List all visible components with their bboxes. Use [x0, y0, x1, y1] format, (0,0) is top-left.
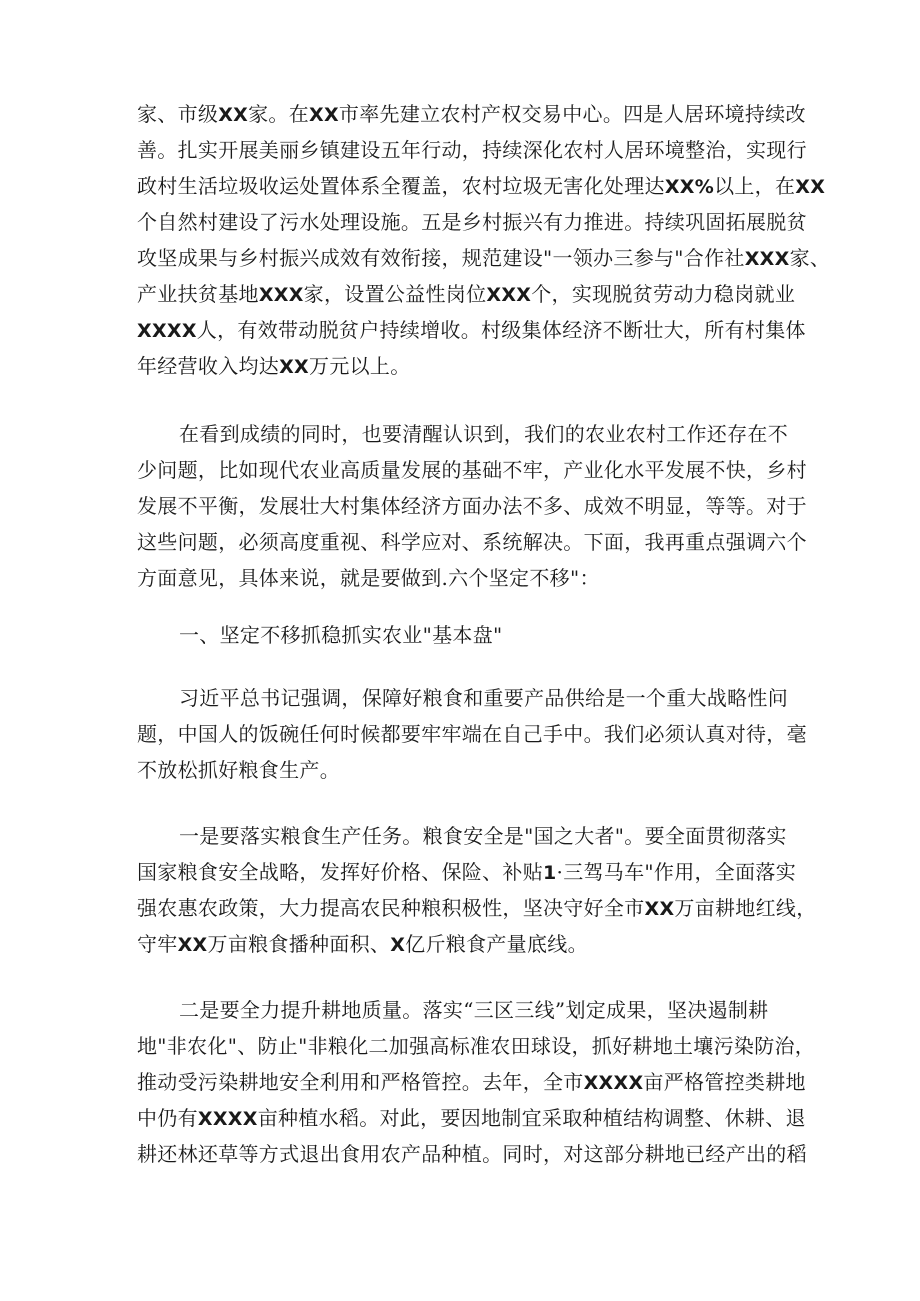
text-line: 在看到成绩的同时，也要清醒认识到，我们的农业农村工作还存在不 — [179, 422, 788, 446]
section-heading-1 — [137, 617, 797, 653]
text-line: 发展不平衡，发展壮大村集体经济方面办法不多、成效不明显，等等。对于 — [137, 494, 807, 518]
text-line: 题，中国人的饭碗任何时候都要牢牢端在自己手中。我们必须认真对待，毫 — [137, 722, 807, 746]
text-line: 这些问题，必须高度重视、科学应对、系统解决。下面，我再重点强调六个 — [137, 530, 807, 554]
paragraph-5 — [137, 992, 816, 1172]
heading-text: 一、坚定不移抓稳抓实农业"基本盘" — [179, 623, 503, 647]
text-line: 善。扎实开展美丽乡镇建设五年行动，持续深化农村人居环境整治，实现行 — [137, 138, 807, 162]
text-line: 中仍有XXXX亩种植水稻。对此，要因地制宜采取种植结构调整、休耕、退 — [137, 1106, 806, 1130]
text-line: 少问题，比如现代农业高质量发展的基础不牢，产业化水平发展不快，乡村 — [137, 458, 807, 482]
text-line: 强农惠农政策，大力提高农民种粮积极性，坚决守好全市XX万亩耕地红线， — [137, 896, 817, 920]
text-line: 一是要落实粮食生产任务。粮食安全是"国之大者"。要全面贯彻落实 — [179, 824, 787, 848]
text-line: 年经营收入均达XX万元以上。 — [137, 354, 411, 378]
text-line: XXXX人，有效带动脱贫户持续增收。村级集体经济不断壮大，所有村集体 — [137, 318, 806, 342]
text-line: 地"非农化"、防止"非粮化二加强高标准农田球设，抓好耕地土壤污染防治， — [137, 1034, 816, 1058]
text-line: 守牢XX万亩粮食播种面积、X亿斤粮食产量底线。 — [137, 932, 588, 956]
paragraph-4 — [137, 818, 817, 962]
text-line: 耕还林还草等方式退出食用农产品种植。同时，对这部分耕地已经产出的稻 — [137, 1142, 807, 1166]
text-line: 不放松抓好粮食生产。 — [137, 758, 340, 782]
paragraph-3 — [137, 680, 807, 788]
text-line: 习近平总书记强调，保障好粮食和重要产品供给是一个重大战略性问 — [179, 686, 788, 710]
text-line: 方面意见，具体来说，就是要做到.六个坚定不移"： — [137, 566, 600, 590]
text-line: 个自然村建设了污水处理设施。五是乡村振兴有力推进。持续巩固拓展脱贫 — [137, 210, 807, 234]
text-line: 政村生活垃圾收运处置体系全覆盖，农村垃圾无害化处理达XX%以上，在XX — [137, 174, 826, 198]
text-line: 国家粮食安全战略，发挥好价格、保险、补贴1·三驾马车"作用，全面落实 — [137, 860, 796, 884]
paragraph-1 — [137, 96, 831, 384]
text-line: 产业扶贫基地XXX家，设置公益性岗位XXX个，实现脱贫劳动力稳岗就业 — [137, 282, 796, 306]
text-line: 攻坚成果与乡村振兴成效有效衔接，规范建设"一领办三参与"合作社XXX家、 — [137, 246, 831, 270]
paragraph-2 — [137, 416, 807, 596]
text-line: 二是要全力提升耕地质量。落实“三区三线”划定成果，坚决遏制耕 — [179, 998, 769, 1022]
text-line: 推动受污染耕地安全利用和严格管控。去年，全市XXXX亩严格管控类耕地 — [137, 1070, 806, 1094]
text-line: 家、市级XX家。在XX市率先建立农村产权交易中心。四是人居环境持续改 — [137, 102, 806, 126]
